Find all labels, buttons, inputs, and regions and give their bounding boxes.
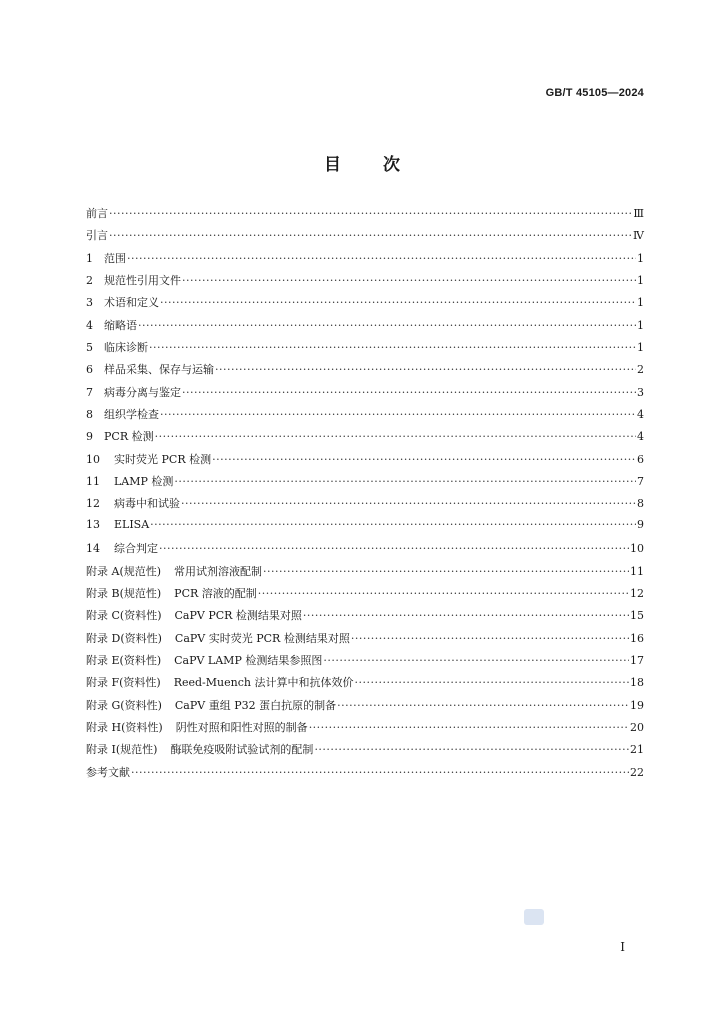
toc-entry-number: 附录 B(规范性) bbox=[86, 586, 162, 600]
toc-entry-label: PCR 溶液的配制 bbox=[174, 586, 257, 600]
toc-leader-dots bbox=[263, 565, 629, 578]
toc-entry-number: 3 bbox=[86, 296, 93, 310]
page-number: I bbox=[620, 940, 625, 954]
toc-title bbox=[0, 150, 724, 175]
toc-entry-page: 16 bbox=[630, 631, 644, 645]
toc-entry-label: 实时荧光 PCR 检测 bbox=[114, 452, 212, 466]
toc-entry-number: 12 bbox=[86, 497, 100, 511]
toc-entry[interactable] bbox=[86, 473, 644, 495]
toc-leader-dots bbox=[351, 632, 629, 645]
toc-leader-dots bbox=[215, 363, 636, 376]
toc-entry-page: 4 bbox=[637, 408, 644, 422]
toc-entry[interactable] bbox=[86, 630, 644, 652]
toc-list bbox=[86, 205, 644, 786]
toc-leader-dots bbox=[155, 430, 636, 443]
toc-entry-label: LAMP 检测 bbox=[114, 475, 174, 489]
toc-entry-number: 6 bbox=[86, 363, 93, 377]
toc-entry[interactable] bbox=[86, 384, 644, 406]
toc-entry[interactable] bbox=[86, 607, 644, 629]
toc-entry-page: 22 bbox=[630, 765, 644, 779]
toc-entry-number: 附录 D(资料性) bbox=[86, 631, 162, 645]
toc-leader-dots bbox=[150, 518, 636, 531]
toc-entry[interactable] bbox=[86, 294, 644, 316]
toc-entry-label: PCR 检测 bbox=[104, 430, 154, 444]
toc-entry[interactable] bbox=[86, 585, 644, 607]
toc-leader-dots bbox=[182, 386, 636, 399]
toc-leader-dots bbox=[109, 207, 632, 220]
toc-entry-number: 10 bbox=[86, 452, 100, 466]
toc-entry[interactable] bbox=[86, 361, 644, 383]
toc-entry-label: 酶联免疫吸附试验试剂的配制 bbox=[170, 743, 314, 757]
toc-entry[interactable] bbox=[86, 250, 644, 272]
toc-leader-dots bbox=[109, 229, 632, 242]
toc-entry-number: 14 bbox=[86, 542, 100, 556]
toc-entry-number: 11 bbox=[86, 475, 100, 489]
toc-leader-dots bbox=[159, 542, 629, 555]
toc-leader-dots bbox=[303, 609, 629, 622]
toc-entry[interactable] bbox=[86, 563, 644, 585]
toc-entry-number: 5 bbox=[86, 341, 93, 355]
toc-entry-page: 1 bbox=[637, 318, 644, 332]
toc-entry[interactable] bbox=[86, 272, 644, 294]
toc-entry-number: 附录 A(规范性) bbox=[86, 564, 162, 578]
toc-leader-dots bbox=[138, 319, 636, 332]
toc-entry-label: 缩略语 bbox=[104, 318, 137, 332]
toc-entry-page: 6 bbox=[637, 452, 644, 466]
toc-entry-page: 7 bbox=[637, 475, 644, 489]
toc-entry-page: 15 bbox=[630, 609, 644, 623]
toc-entry-number: 附录 H(资料性) bbox=[86, 720, 163, 734]
toc-entry-page: 4 bbox=[637, 430, 644, 444]
toc-entry[interactable] bbox=[86, 652, 644, 674]
toc-leader-dots bbox=[149, 341, 636, 354]
toc-entry[interactable] bbox=[86, 518, 644, 540]
toc-entry-label: 前言 bbox=[86, 207, 108, 220]
toc-entry-label: 术语和定义 bbox=[104, 296, 159, 310]
toc-entry-number: 2 bbox=[86, 274, 93, 288]
toc-entry[interactable] bbox=[86, 674, 644, 696]
toc-entry-label: ELISA bbox=[114, 517, 150, 531]
toc-entry[interactable] bbox=[86, 205, 644, 227]
toc-leader-dots bbox=[131, 766, 629, 779]
toc-entry-label: CaPV 重组 P32 蛋白抗原的制备 bbox=[174, 698, 337, 712]
toc-leader-dots bbox=[174, 475, 636, 488]
toc-entry-number: 9 bbox=[86, 430, 93, 444]
toc-entry[interactable] bbox=[86, 495, 644, 517]
toc-entry-page: Ⅳ bbox=[633, 229, 644, 243]
watermark-logo bbox=[524, 909, 544, 925]
toc-entry-label: 常用试剂溶液配制 bbox=[174, 564, 263, 578]
toc-title-right: 次 bbox=[383, 155, 400, 175]
toc-entry-page: 18 bbox=[630, 676, 644, 690]
toc-entry[interactable] bbox=[86, 428, 644, 450]
toc-leader-dots bbox=[258, 587, 629, 600]
toc-leader-dots bbox=[160, 296, 636, 309]
toc-entry-label: 临床诊断 bbox=[104, 341, 148, 355]
toc-entry-number: 附录 F(资料性) bbox=[86, 676, 161, 690]
toc-entry[interactable] bbox=[86, 227, 644, 249]
toc-entry-label: 样品采集、保存与运输 bbox=[104, 363, 214, 377]
toc-entry-label: 病毒中和试验 bbox=[114, 497, 180, 511]
toc-entry-page: 11 bbox=[630, 564, 644, 578]
toc-entry-page: 1 bbox=[637, 274, 644, 288]
standard-code: GB/T 45105—2024 bbox=[545, 87, 644, 99]
toc-entry-page: 3 bbox=[637, 385, 644, 399]
toc-entry-number: 附录 E(资料性) bbox=[86, 653, 162, 667]
toc-entry-number: 7 bbox=[86, 385, 93, 399]
toc-entry[interactable] bbox=[86, 719, 644, 741]
toc-entry-page: 12 bbox=[630, 586, 644, 600]
toc-entry-page: 21 bbox=[630, 743, 644, 757]
toc-leader-dots bbox=[127, 252, 636, 265]
toc-entry[interactable] bbox=[86, 451, 644, 473]
toc-entry[interactable] bbox=[86, 741, 644, 763]
toc-leader-dots bbox=[182, 274, 636, 287]
toc-entry-number: 附录 C(资料性) bbox=[86, 609, 162, 623]
toc-entry-page: 17 bbox=[630, 653, 644, 667]
toc-entry-page: 1 bbox=[637, 296, 644, 310]
toc-entry-label: CaPV 实时荧光 PCR 检测结果对照 bbox=[174, 631, 350, 645]
toc-entry-page: 2 bbox=[637, 363, 644, 377]
toc-entry-page: 8 bbox=[637, 497, 644, 511]
toc-entry-number: 附录 I(规范性) bbox=[86, 743, 158, 757]
toc-entry-page: 1 bbox=[637, 251, 644, 265]
toc-entry-label: 阴性对照和阳性对照的制备 bbox=[175, 720, 308, 734]
toc-entry-page: 20 bbox=[630, 720, 644, 734]
toc-entry-page: Ⅲ bbox=[633, 207, 644, 220]
toc-entry[interactable] bbox=[86, 406, 644, 428]
toc-entry-label: Reed-Muench 法计算中和抗体效价 bbox=[173, 676, 354, 690]
toc-entry-label: 范围 bbox=[104, 251, 126, 265]
toc-entry-label: 组织学检查 bbox=[104, 408, 159, 422]
toc-entry-number: 附录 G(资料性) bbox=[86, 698, 162, 712]
toc-entry-page: 10 bbox=[630, 542, 644, 556]
toc-entry[interactable] bbox=[86, 697, 644, 719]
toc-title-left: 目 bbox=[324, 155, 341, 175]
toc-leader-dots bbox=[212, 453, 636, 466]
toc-leader-dots bbox=[181, 497, 636, 510]
toc-entry-page: 19 bbox=[630, 698, 644, 712]
toc-entry-number: 13 bbox=[86, 517, 100, 531]
toc-entry-page: 9 bbox=[637, 517, 644, 531]
toc-entry-label: 参考文献 bbox=[86, 765, 130, 779]
toc-entry[interactable] bbox=[86, 540, 644, 562]
toc-leader-dots bbox=[160, 408, 636, 421]
toc-entry-label: CaPV LAMP 检测结果参照图 bbox=[174, 653, 323, 667]
toc-entry-number: 4 bbox=[86, 318, 93, 332]
toc-entry-label: 综合判定 bbox=[114, 542, 158, 556]
toc-entry-number: 8 bbox=[86, 408, 93, 422]
toc-leader-dots bbox=[309, 721, 629, 734]
toc-leader-dots bbox=[354, 676, 629, 689]
toc-entry-label: 引言 bbox=[86, 229, 108, 243]
toc-entry-page: 1 bbox=[637, 341, 644, 355]
toc-entry[interactable] bbox=[86, 764, 644, 786]
toc-entry[interactable] bbox=[86, 339, 644, 361]
toc-leader-dots bbox=[337, 699, 629, 712]
toc-leader-dots bbox=[314, 743, 629, 756]
toc-entry[interactable] bbox=[86, 317, 644, 339]
toc-entry-number: 1 bbox=[86, 251, 93, 265]
toc-entry-label: CaPV PCR 检测结果对照 bbox=[174, 609, 302, 623]
toc-entry-label: 病毒分离与鉴定 bbox=[104, 385, 181, 399]
toc-leader-dots bbox=[323, 654, 629, 667]
toc-entry-label: 规范性引用文件 bbox=[104, 274, 181, 288]
